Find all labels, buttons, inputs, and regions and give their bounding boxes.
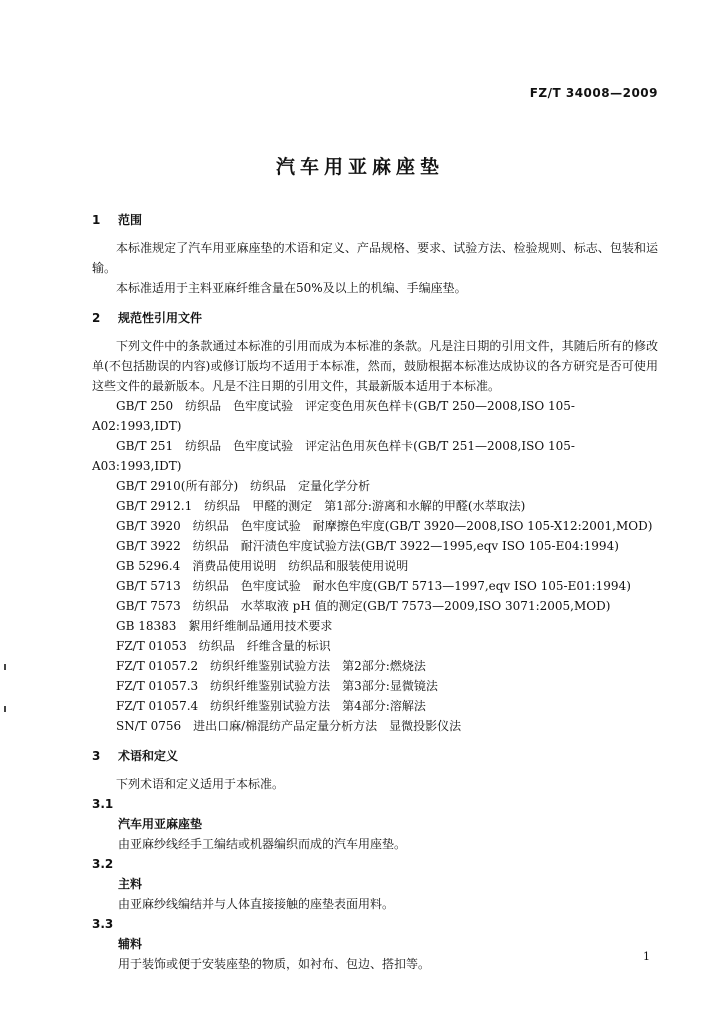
reference-item: GB 18383 絮用纤维制品通用技术要求 (116, 619, 333, 633)
reference-item: GB/T 250 纺织品 色牢度试验 评定变色用灰色样卡(GB/T 250—2008,ISO 105-A02:1993,IDT) (92, 399, 575, 433)
term-definition: 由亚麻纱线经手工编结或机器编织而成的汽车用座垫。 (118, 837, 407, 851)
standard-code: FZ/T 34008—2009 (529, 86, 658, 100)
section-2-intro: 下列文件中的条款通过本标准的引用而成为本标准的条款。凡是注日期的引用文件，其随后所有的修改单(不包括勘误的内容)或修订版均不适用于本标准，然而，鼓励根据本标准达成协议的各方研究是否可使用这些文件的最新版本。凡是不注日期的引用文件，其最新版本适用于本标准。 (92, 339, 658, 393)
reference-item: FZ/T 01057.2 纺织纤维鉴别试验方法 第2部分:燃烧法 (116, 659, 426, 673)
reference-item: GB/T 5713 纺织品 色牢度试验 耐水色牢度(GB/T 5713—1997,eqv ISO 105-E01:1994) (116, 579, 631, 593)
reference-item: FZ/T 01057.4 纺织纤维鉴别试验方法 第4部分:溶解法 (116, 699, 426, 713)
section-2-title: 规范性引用文件 (118, 311, 203, 325)
section-1-heading (92, 210, 658, 230)
scan-edge-mark (4, 664, 6, 670)
section-1-paragraph: 本标准适用于主料亚麻纤维含量在50%及以上的机编、手编座垫。 (116, 281, 467, 295)
reference-item: GB/T 7573 纺织品 水萃取液 pH 值的测定(GB/T 7573—2009,ISO 3071:2005,MOD) (116, 599, 611, 613)
term-definition: 由亚麻纱线编结并与人体直接接触的座垫表面用料。 (118, 897, 395, 911)
reference-item: GB/T 2912.1 纺织品 甲醛的测定 第1部分:游离和水解的甲醛(水萃取法) (116, 499, 526, 513)
reference-item: GB/T 3922 纺织品 耐汗渍色牢度试验方法(GB/T 3922—1995,eqv ISO 105-E04:1994) (116, 539, 619, 553)
term-number: 3.1 (92, 797, 114, 811)
term-name: 辅料 (118, 937, 143, 951)
document-body (92, 210, 658, 974)
term-number: 3.3 (92, 917, 114, 931)
reference-item: GB 5296.4 消费品使用说明 纺织品和服装使用说明 (116, 559, 409, 573)
section-2-heading (92, 308, 658, 328)
section-3-number: 3 (92, 749, 101, 763)
term-name: 汽车用亚麻座垫 (118, 817, 203, 831)
section-2-number: 2 (92, 311, 101, 325)
term-definition: 用于装饰或便于安装座垫的物质，如衬布、包边、搭扣等。 (118, 957, 431, 971)
section-1-title: 范围 (118, 213, 143, 227)
reference-item: SN/T 0756 进出口麻/棉混纺产品定量分析方法 显微投影仪法 (116, 719, 462, 733)
reference-item: GB/T 3920 纺织品 色牢度试验 耐摩擦色牢度(GB/T 3920—2008,ISO 105-X12:2001,MOD) (116, 519, 653, 533)
scan-edge-mark (4, 706, 6, 712)
section-3-intro: 下列术语和定义适用于本标准。 (116, 777, 285, 791)
document-title: 汽车用亚麻座垫 (275, 156, 444, 178)
page-number: 1 (643, 950, 650, 963)
reference-item: FZ/T 01053 纺织品 纤维含量的标识 (116, 639, 331, 653)
section-1-paragraph: 本标准规定了汽车用亚麻座垫的术语和定义、产品规格、要求、试验方法、检验规则、标志、包装和运输。 (92, 241, 658, 275)
term-number: 3.2 (92, 857, 114, 871)
reference-item: GB/T 251 纺织品 色牢度试验 评定沾色用灰色样卡(GB/T 251—2008,ISO 105-A03:1993,IDT) (92, 439, 575, 473)
reference-item: GB/T 2910(所有部分) 纺织品 定量化学分析 (116, 479, 371, 493)
section-3-heading (92, 746, 658, 766)
section-1-number: 1 (92, 213, 101, 227)
reference-item: FZ/T 01057.3 纺织纤维鉴别试验方法 第3部分:显微镜法 (116, 679, 438, 693)
section-3-title: 术语和定义 (118, 749, 179, 763)
term-name: 主料 (118, 877, 143, 891)
